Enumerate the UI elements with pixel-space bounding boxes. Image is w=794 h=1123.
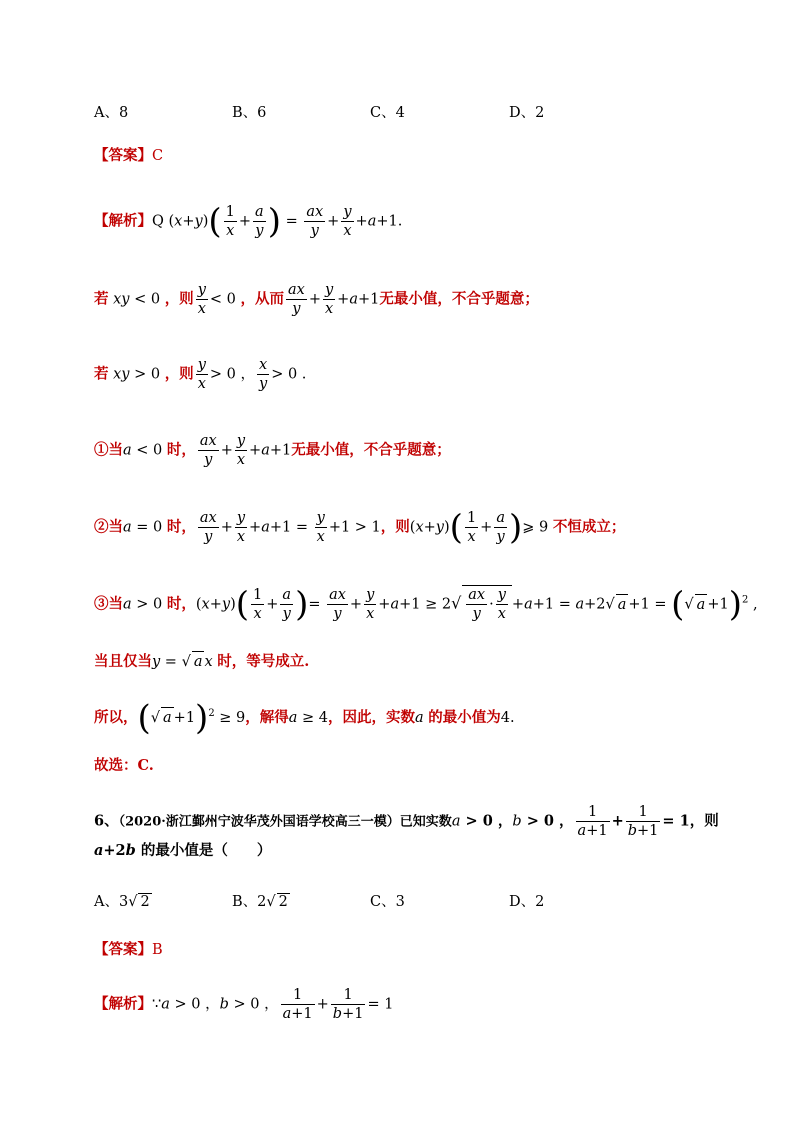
choose-text: 故选：C. (94, 757, 154, 774)
case-1-line: ①当a < 0 时， $\frac{ax}{y}$ + $\frac{y}{x}$ +a+1无最小值，不合乎题意； (94, 433, 451, 468)
conclusion-value: 4 (500, 709, 511, 726)
case-neg-mid1: ，则 (164, 290, 194, 308)
conclusion-prefix: 所以， (94, 708, 138, 726)
q6-stem-line-1: 6、（2020·浙江鄞州宁波华茂外国语学校高三一模）已知实数a > 0 ，b > 0 ， $\frac{1}{a+1}$ + $\frac{1}{b+1}$ = 1，则 (94, 804, 719, 839)
answer-value: C (152, 148, 164, 164)
case-2-mid: 时， (166, 518, 196, 536)
q6-stem-tail: 的最小值是（ ） (140, 842, 272, 859)
q6-answer-tag: 【答案】 (94, 941, 152, 958)
case-1-tail: 无最小值，不合乎题意； (291, 441, 451, 459)
q6-analysis-tag: 【解析】 (94, 995, 152, 1013)
equality-tail: 时，等号成立. (217, 653, 310, 670)
q6-option-d: D、2 (509, 894, 545, 910)
analysis-line-1: 【解析】Q (x+y)( $\frac{1}{x}$ + $\frac{a}{y}$ ) = $\frac{ax}{y}$ + $\frac{y}{x}$ +a+1. (94, 201, 403, 242)
q6-option-c: C、3 (370, 894, 405, 910)
case-pos-prefix: 若 (94, 365, 109, 383)
q6-source: （2020·浙江鄞州宁波华茂外国语学校高三一模）已知实数 (118, 814, 452, 830)
q6-analysis-lead: ∵ (152, 996, 162, 1013)
option-a: A、8 (94, 105, 129, 121)
case-2-tail: 不恒成立； (552, 518, 626, 536)
case-3-line: ③当a > 0 时，(x+y)( $\frac{1}{x}$ + $\frac{a}{y}$ )= $\frac{ax}{y}$ + $\frac{y}{x}$ +a+1 ≥ 2√ $\frac{ax}{y}$ · $\frac{y}{x}$ +a+1 = a+2√ a +1 = (√ a +1)$^2$ , (94, 584, 758, 625)
answer-line (94, 146, 163, 166)
case-neg-tail: 无最小值，不合乎题意； (379, 290, 539, 308)
case-3-prefix: ③当 (94, 595, 123, 613)
case-neg-mid2: ，从而 (240, 290, 284, 308)
conclusion-mid: ，解得 (245, 708, 289, 726)
case-2-mid2: ，则 (380, 518, 410, 536)
q6-number: 6、 (94, 812, 119, 830)
case-2-line: ②当a = 0 时， $\frac{ax}{y}$ + $\frac{y}{x}$ +a+1 = $\frac{y}{x}$ +1 > 1，则(x+y)( $\frac{1}{x}$ + $\frac{a}{y}$ )⩾ 9 不恒成立； (94, 507, 626, 548)
case-3-mid: 时， (166, 595, 196, 613)
q6-option-b-label: B、 (232, 894, 258, 910)
case-neg-prefix: 若 (94, 290, 109, 308)
case-1-prefix: ①当 (94, 441, 123, 459)
q6-analysis-line: 【解析】∵a > 0 ，b > 0 ， $\frac{1}{a+1}$ + $\frac{1}{b+1}$ = 1 (94, 987, 394, 1022)
case-1-mid: 时， (166, 441, 196, 459)
analysis-lead: Q (152, 213, 164, 230)
q6-option-a: A、3√ 2 (94, 894, 150, 910)
conclusion-tail: 的最小值为 (428, 708, 501, 726)
q6-answer-value: B (152, 942, 163, 958)
q6-stem-mid: ，则 (689, 812, 719, 830)
q6-answer-line (94, 940, 163, 960)
q6-option-a-label: A、 (94, 894, 119, 910)
case-pos-line: 若 xy > 0 ，则 $\frac{y}{x}$ > 0 ， $\frac{x}{y}$ > 0 . (94, 357, 307, 392)
equality-line: 当且仅当y = √ a x 时，等号成立. (94, 653, 310, 670)
q6-option-b: B、2√ 2 (232, 894, 288, 910)
choose-line (94, 756, 154, 776)
conclusion-mid2: ，因此，实数 (328, 708, 416, 726)
conclusion-line: 所以，(√ a +1)$^2$ ≥ 9，解得a ≥ 4，因此，实数a 的最小值为4. (94, 697, 515, 738)
option-b: B、6 (232, 105, 267, 121)
option-c: C、4 (370, 105, 405, 121)
analysis-tag: 【解析】 (94, 212, 152, 230)
q6-stem-line-2: a+2b 的最小值是（ ） (94, 842, 272, 859)
case-pos-mid: ，则 (164, 365, 194, 383)
case-neg-line: 若 xy < 0 ，则 $\frac{y}{x}$ < 0 ，从而 $\frac{ax}{y}$ + $\frac{y}{x}$ +a+1无最小值，不合乎题意； (94, 282, 539, 317)
answer-tag: 【答案】 (94, 147, 152, 164)
case-2-prefix: ②当 (94, 518, 123, 536)
option-d: D、2 (509, 105, 545, 121)
equality-prefix: 当且仅当 (94, 653, 152, 670)
